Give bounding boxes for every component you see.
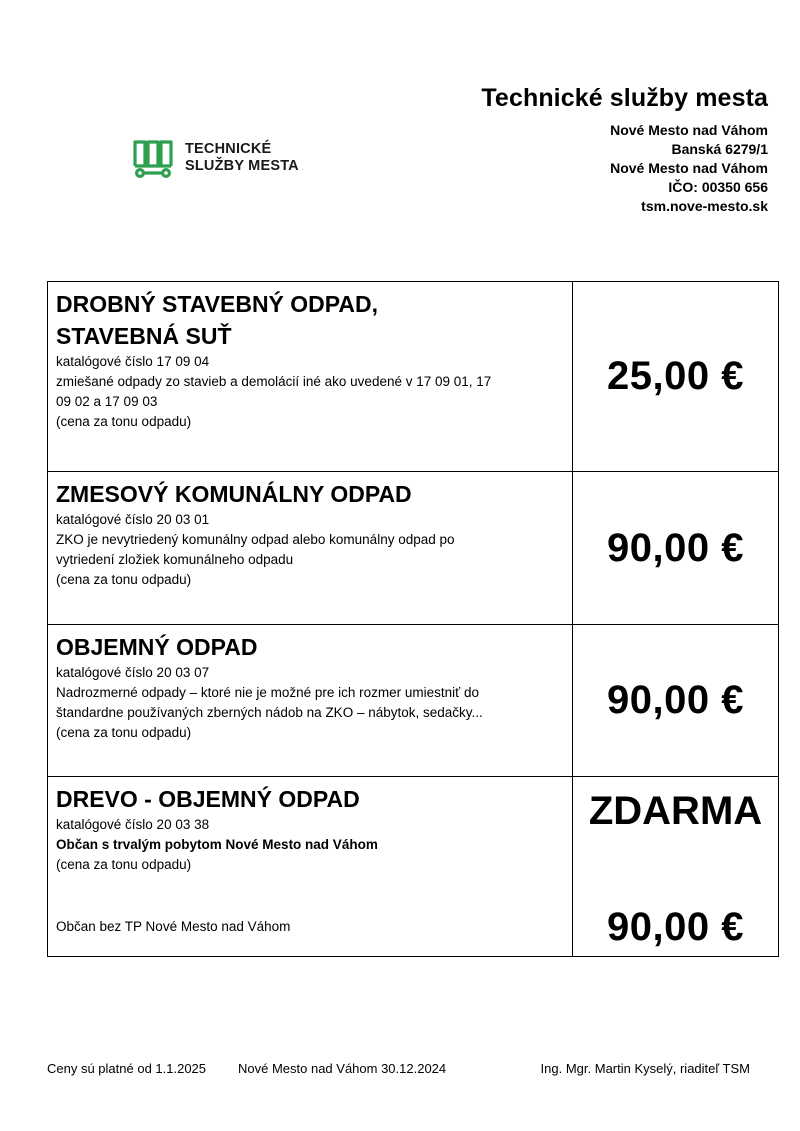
table-row: [48, 777, 779, 957]
item-description-line: vytriedení zložiek komunálneho odpadu: [56, 552, 294, 567]
item-title: OBJEMNÝ ODPAD: [56, 634, 258, 660]
item-description-line: Nadrozmerné odpady – ktoré nie je možné pre ich rozmer umiestniť do: [56, 685, 480, 700]
price-resident: ZDARMA: [588, 789, 763, 833]
item-description-line: zmiešané odpady zo stavieb a demolácií iné ako uvedené v 17 09 01, 17: [56, 374, 492, 389]
item-description-line: ZKO je nevytriedený komunálny odpad alebo komunálny odpad po: [56, 532, 455, 547]
item-price-cell: [573, 282, 779, 472]
table-row: [48, 472, 779, 625]
item-unit: (cena za tonu odpadu): [56, 725, 192, 740]
footer-place-date: Nové Mesto nad Váhom 30.12.2024: [238, 1061, 447, 1076]
item-price: 90,00 €: [607, 678, 744, 722]
company-logo: [132, 136, 299, 180]
item-unit: (cena za tonu odpadu): [56, 572, 192, 587]
company-address-line: Banská 6279/1: [671, 141, 768, 157]
item-price-cell: [573, 777, 779, 957]
item-description-line: 09 02 a 17 09 03: [56, 394, 158, 409]
company-address-line: Nové Mesto nad Váhom: [610, 160, 768, 176]
item-description: [48, 625, 573, 777]
company-header: [481, 84, 768, 216]
item-catalog: katalógové číslo 20 03 07: [56, 665, 210, 680]
item-price: 25,00 €: [607, 354, 744, 398]
item-description: [48, 777, 573, 957]
logo-icon: [132, 136, 176, 180]
logo-line-2: SLUŽBY MESTA: [185, 158, 299, 174]
item-description: [48, 472, 573, 625]
company-address-line: Nové Mesto nad Váhom: [610, 122, 768, 138]
item-description: [48, 282, 573, 472]
item-price-cell: [573, 472, 779, 625]
company-name: Technické služby mesta: [481, 84, 768, 112]
price-nonresident: 90,00 €: [607, 905, 744, 949]
item-catalog: katalógové číslo 20 03 38: [56, 817, 210, 832]
price-table: [47, 281, 779, 957]
footer-signature: Ing. Mgr. Martin Kyselý, riaditeľ TSM: [540, 1061, 750, 1076]
table-row: [48, 282, 779, 472]
item-price-cell: [573, 625, 779, 777]
footer-valid-from: Ceny sú platné od 1.1.2025: [47, 1061, 207, 1076]
item-catalog: katalógové číslo 17 09 04: [56, 354, 210, 369]
logo-line-1: TECHNICKÉ: [185, 141, 272, 157]
logo-text: [185, 141, 299, 175]
resident-label: Občan s trvalým pobytom Nové Mesto nad Váhom: [56, 837, 378, 852]
nonresident-label: Občan bez TP Nové Mesto nad Váhom: [56, 919, 291, 934]
item-catalog: katalógové číslo 20 03 01: [56, 512, 210, 527]
item-title: DREVO - OBJEMNÝ ODPAD: [56, 786, 360, 812]
item-title: STAVEBNÁ SUŤ: [56, 323, 232, 349]
item-unit: (cena za tonu odpadu): [56, 857, 192, 872]
item-price: 90,00 €: [607, 525, 744, 570]
item-title: DROBNÝ STAVEBNÝ ODPAD,: [56, 291, 379, 317]
table-row: [48, 625, 779, 777]
item-unit: (cena za tonu odpadu): [56, 414, 192, 429]
item-description-line: štandardne používaných zberných nádob na ZKO – nábytok, sedačky...: [56, 705, 483, 720]
company-website: tsm.nove-mesto.sk: [641, 198, 768, 214]
company-ico: IČO: 00350 656: [668, 179, 768, 195]
item-title: ZMESOVÝ KOMUNÁLNY ODPAD: [56, 481, 412, 507]
